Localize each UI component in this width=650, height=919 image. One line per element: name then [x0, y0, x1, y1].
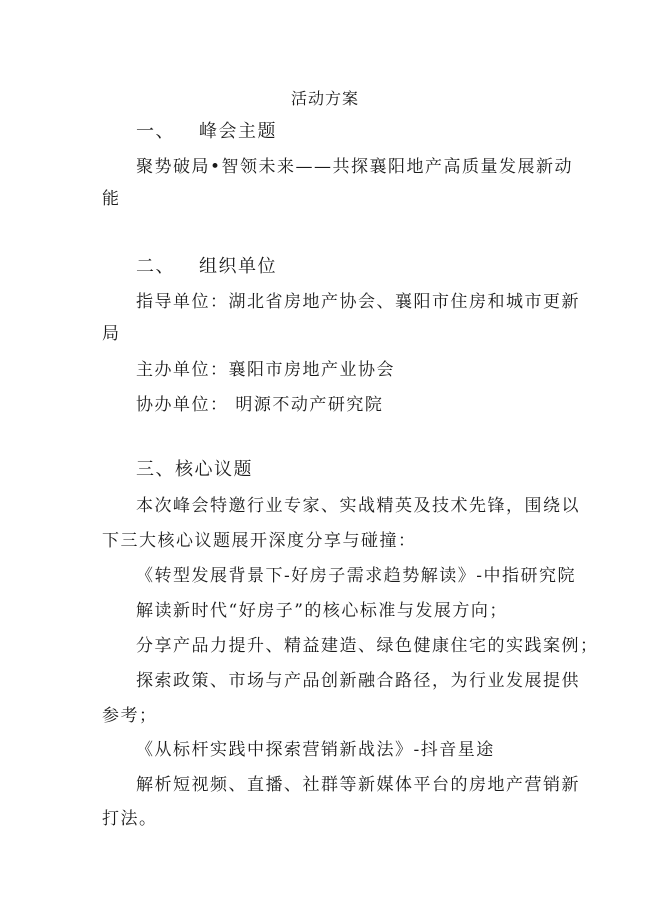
document-title: 活动方案: [290, 89, 359, 108]
paragraph-line: 参考；: [102, 706, 158, 726]
paragraph-line: 探索政策、市场与产品创新融合路径，为行业发展提供: [136, 671, 580, 691]
paragraph-line: 解读新时代“好房子”的核心标准与发展方向；: [136, 601, 508, 621]
paragraph-line: 解析短视频、直播、社群等新媒体平台的房地产营销新: [136, 775, 580, 795]
paragraph-line: 打法。: [102, 809, 158, 829]
paragraph-line: 《转型发展背景下-好房子需求趋势解读》-中指研究院: [136, 566, 576, 586]
paragraph-line: 协办单位： 明源不动产研究院: [136, 395, 384, 415]
paragraph-line: 能: [102, 189, 121, 209]
section-heading-topics: 三、核心议题: [136, 459, 253, 480]
section-title: 组织单位: [199, 256, 277, 277]
paragraph-line: 《从标杆实践中探索营销新战法》-抖音星途: [136, 740, 495, 760]
section-number: 一、: [136, 121, 175, 142]
paragraph-line: 指导单位：湖北省房地产协会、襄阳市住房和城市更新: [136, 292, 580, 312]
section-title: 峰会主题: [199, 121, 277, 142]
paragraph-line: 分享产品力提升、精益建造、绿色健康住宅的实践案例；: [136, 636, 599, 656]
paragraph-line: 聚势破局•智领未来——共探襄阳地产高质量发展新动: [136, 157, 574, 177]
section-heading-organizers: [136, 256, 277, 278]
section-number: 二、: [136, 256, 175, 277]
paragraph-line: 下三大核心议题展开深度分享与碰撞：: [102, 531, 417, 551]
paragraph-line: 局: [102, 324, 121, 344]
paragraph-line: 主办单位：襄阳市房地产业协会: [136, 360, 395, 380]
section-heading-theme: [136, 121, 277, 143]
paragraph-line: 本次峰会特邀行业专家、实战精英及技术先锋，围绕以: [136, 496, 580, 516]
